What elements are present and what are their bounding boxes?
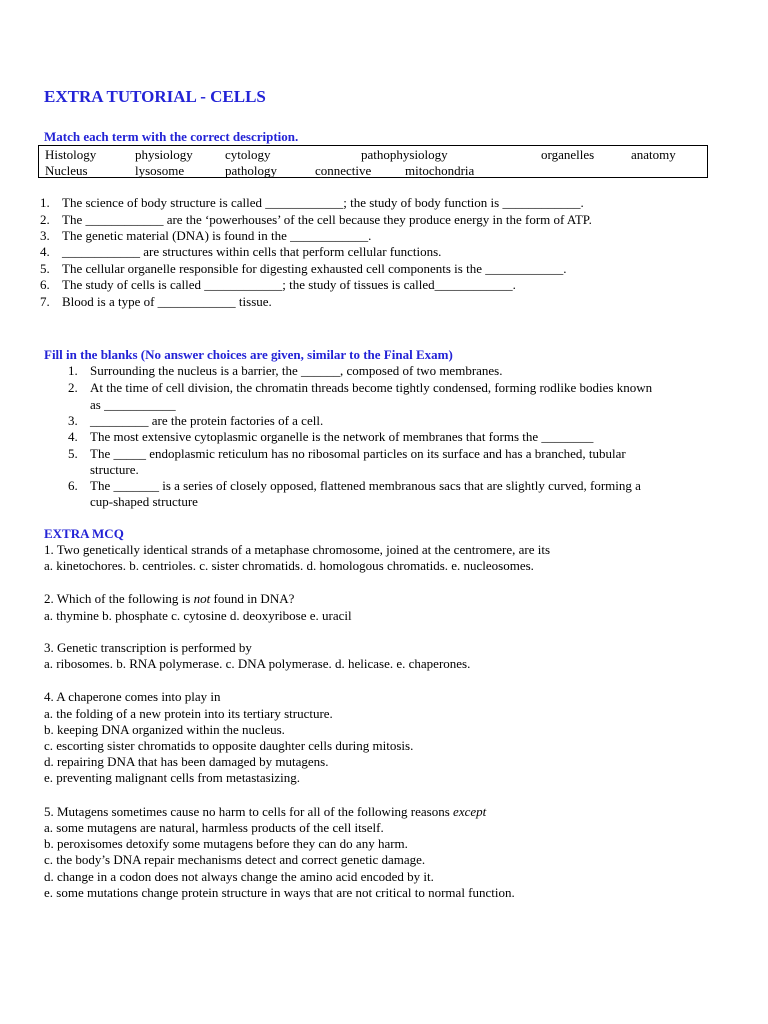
question-number: 5. — [40, 261, 50, 276]
question-number: 6. — [40, 277, 50, 292]
stem-text: found in DNA? — [210, 591, 295, 606]
question-number: 1. — [40, 195, 50, 210]
question-number: 1. — [68, 363, 78, 378]
question-number: 4. — [40, 244, 50, 259]
mcq-option: d. change in a codon does not always change the amino acid encoded by it. — [44, 869, 434, 884]
term: mitochondria — [405, 163, 475, 178]
mcq-stem — [44, 591, 294, 607]
mcq-option: a. the folding of a new protein into its tertiary structure. — [44, 706, 333, 721]
term: Histology — [45, 147, 97, 162]
question-text: The most extensive cytoplasmic organelle is the network of membranes that forms the ________ — [90, 429, 594, 444]
fill-blanks-heading: Fill in the blanks (No answer choices are given, similar to the Final Exam) — [44, 347, 453, 362]
question-number: 6. — [68, 478, 78, 493]
question-text: structure. — [90, 462, 139, 477]
question-text: Surrounding the nucleus is a barrier, the ______, composed of two membranes. — [90, 363, 503, 378]
question-text: _________ are the protein factories of a cell. — [90, 413, 324, 428]
question-text: Blood is a type of ____________ tissue. — [62, 294, 272, 309]
question-number: 3. — [40, 228, 50, 243]
mcq-stem: 4. A chaperone comes into play in — [44, 689, 221, 704]
question-number: 5. — [68, 446, 78, 461]
term: cytology — [225, 147, 271, 162]
matching-heading: Match each term with the correct description. — [44, 129, 299, 144]
question-text: The study of cells is called ____________; the study of tissues is called____________. — [62, 277, 516, 292]
question-text: The ____________ are the ‘powerhouses’ of the cell because they produce energy in the form of ATP. — [62, 212, 592, 227]
stem-text: 2. Which of the following is — [44, 591, 194, 606]
question-text: The _______ is a series of closely opposed, flattened membranous sacs that are slightly curved, forming a — [90, 478, 641, 493]
mcq-options: a. kinetochores. b. centrioles. c. sister chromatids. d. homologous chromatids. e. nucleosomes. — [44, 558, 534, 573]
page-title: EXTRA TUTORIAL - CELLS — [44, 87, 266, 106]
question-text: as ___________ — [90, 397, 176, 412]
mcq-option: a. some mutagens are natural, harmless products of the cell itself. — [44, 820, 384, 835]
term: lysosome — [135, 163, 185, 178]
term: Nucleus — [45, 163, 88, 178]
term: pathology — [225, 163, 277, 178]
stem-emphasis: except — [453, 804, 487, 819]
question-text: ____________ are structures within cells that perform cellular functions. — [62, 244, 442, 259]
mcq-options: a. thymine b. phosphate c. cytosine d. deoxyribose e. uracil — [44, 608, 352, 623]
question-text: The science of body structure is called ____________; the study of body function is ____________. — [62, 195, 584, 210]
mcq-stem: 1. Two genetically identical strands of a metaphase chromosome, joined at the centromere, are its — [44, 542, 551, 557]
mcq-option: e. some mutations change protein structure in ways that are not critical to normal function. — [44, 885, 515, 900]
term-bank — [38, 145, 708, 178]
mcq-option: d. repairing DNA that has been damaged by mutagens. — [44, 754, 329, 769]
mcq-option: e. preventing malignant cells from metastasizing. — [44, 770, 300, 785]
term: physiology — [135, 147, 193, 162]
mcq-heading: EXTRA MCQ — [44, 526, 124, 541]
term: organelles — [541, 147, 595, 162]
mcq-option: b. peroxisomes detoxify some mutagens before they can do any harm. — [44, 836, 408, 851]
question-text: cup-shaped structure — [90, 494, 198, 509]
stem-text: 5. Mutagens sometimes cause no harm to cells for all of the following reasons — [44, 804, 454, 819]
mcq-option: c. the body’s DNA repair mechanisms detect and correct genetic damage. — [44, 852, 426, 867]
question-number: 4. — [68, 429, 78, 444]
question-number: 2. — [40, 212, 50, 227]
term: anatomy — [631, 147, 676, 162]
stem-emphasis: not — [193, 591, 211, 606]
mcq-stem — [44, 804, 486, 820]
mcq-option: c. escorting sister chromatids to opposite daughter cells during mitosis. — [44, 738, 414, 753]
question-text: The _____ endoplasmic reticulum has no ribosomal particles on its surface and has a branched, tubular — [90, 446, 626, 461]
term: pathophysiology — [361, 147, 448, 162]
question-number: 7. — [40, 294, 50, 309]
question-text: The genetic material (DNA) is found in the ____________. — [62, 228, 372, 243]
question-text: At the time of cell division, the chromatin threads become tightly condensed, forming rodlike bodies known — [90, 380, 653, 395]
mcq-stem: 3. Genetic transcription is performed by — [44, 640, 252, 655]
question-text: The cellular organelle responsible for digesting exhausted cell components is the ____________. — [62, 261, 567, 276]
term: connective — [315, 163, 372, 178]
mcq-options: a. ribosomes. b. RNA polymerase. c. DNA polymerase. d. helicase. e. chaperones. — [44, 656, 471, 671]
question-number: 3. — [68, 413, 78, 428]
question-number: 2. — [68, 380, 78, 395]
mcq-option: b. keeping DNA organized within the nucleus. — [44, 722, 285, 737]
